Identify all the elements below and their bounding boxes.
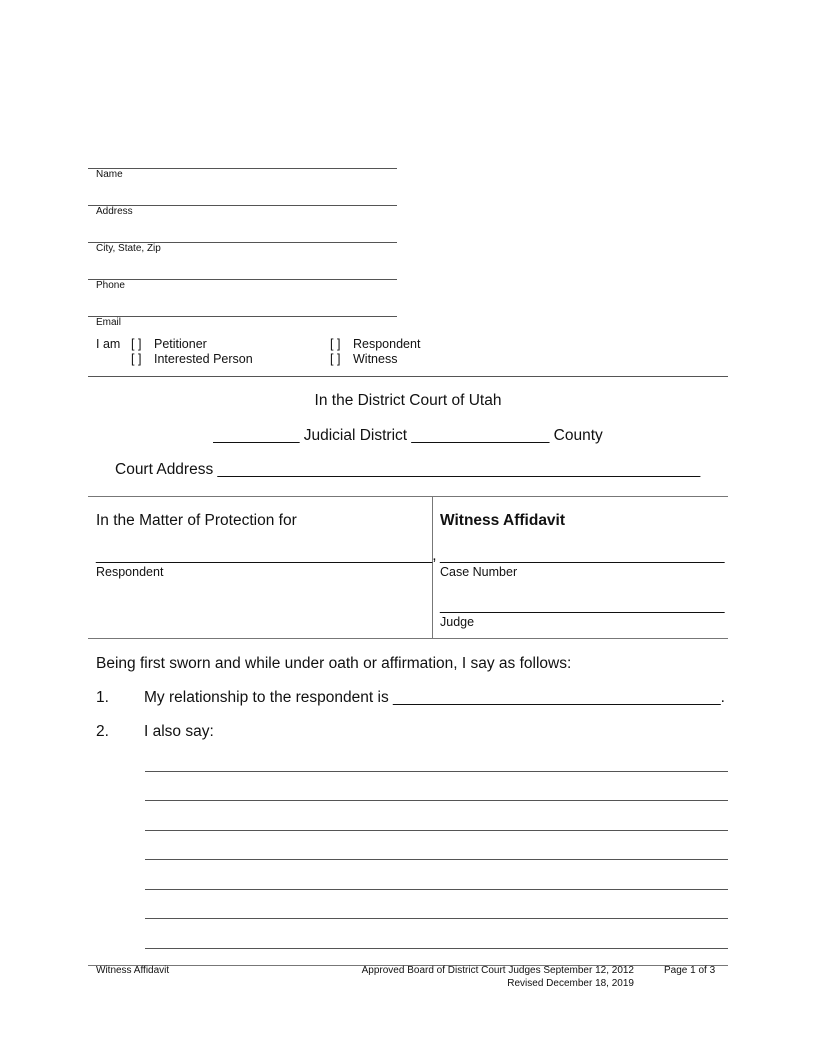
statement-line[interactable]: [145, 800, 728, 801]
petitioner-label: Petitioner: [154, 337, 207, 351]
court-title: In the District Court of Utah: [314, 392, 502, 409]
caption-top-border: [88, 496, 728, 497]
respondent-option-label: Respondent: [353, 337, 421, 351]
witness-label: Witness: [353, 352, 398, 366]
judge-label: Judge: [440, 615, 475, 629]
statement-line[interactable]: [145, 918, 728, 919]
petitioner-checkbox[interactable]: [ ]: [131, 337, 142, 351]
i-am-label: I am: [96, 337, 121, 351]
phone-label: Phone: [96, 280, 125, 291]
matter-label: In the Matter of Protection for: [96, 512, 297, 529]
email-label: Email: [96, 317, 122, 328]
respondent-name-field[interactable]: _______________________________________,: [96, 547, 437, 564]
judge-field[interactable]: _________________________________: [440, 597, 725, 614]
court-address-line[interactable]: Court Address ________________________________________________________: [115, 461, 701, 478]
city-state-zip-label: City, State, Zip: [96, 243, 161, 254]
interested-person-label: Interested Person: [154, 352, 253, 366]
oath-intro: Being first sworn and while under oath or affirmation, I say as follows:: [96, 655, 572, 672]
statement-line[interactable]: [145, 889, 728, 890]
judicial-district-line[interactable]: __________ Judicial District ________________ County: [213, 427, 603, 444]
respondent-checkbox[interactable]: [ ]: [330, 337, 341, 351]
respondent-label: Respondent: [96, 565, 164, 579]
caption-bottom-border: [88, 638, 728, 639]
interested-person-checkbox[interactable]: [ ]: [131, 352, 142, 366]
footer-title: Witness Affidavit: [96, 965, 170, 976]
item-number: 1.: [96, 689, 109, 706]
also-say-label: I also say:: [144, 723, 214, 740]
email-line[interactable]: [88, 316, 397, 317]
name-line[interactable]: [88, 168, 397, 169]
statement-line[interactable]: [145, 948, 728, 949]
witness-checkbox[interactable]: [ ]: [330, 352, 341, 366]
case-number-field[interactable]: _________________________________: [440, 547, 725, 564]
address-line[interactable]: [88, 205, 397, 206]
page-number: Page 1 of 3: [664, 965, 716, 976]
statement-line[interactable]: [145, 830, 728, 831]
footer-revised: Revised December 18, 2019: [507, 978, 634, 989]
footer-approved: Approved Board of District Court Judges September 12, 2012: [361, 965, 634, 976]
statement-line[interactable]: [145, 771, 728, 772]
phone-line[interactable]: [88, 279, 397, 280]
caption-divider: [432, 496, 433, 638]
relationship-statement[interactable]: My relationship to the respondent is ______________________________________.: [144, 689, 725, 706]
name-label: Name: [96, 169, 123, 180]
case-number-label: Case Number: [440, 565, 518, 579]
divider: [88, 376, 728, 377]
document-title: Witness Affidavit: [440, 512, 566, 529]
item-number: 2.: [96, 723, 109, 740]
address-label: Address: [96, 206, 133, 217]
statement-line[interactable]: [145, 859, 728, 860]
